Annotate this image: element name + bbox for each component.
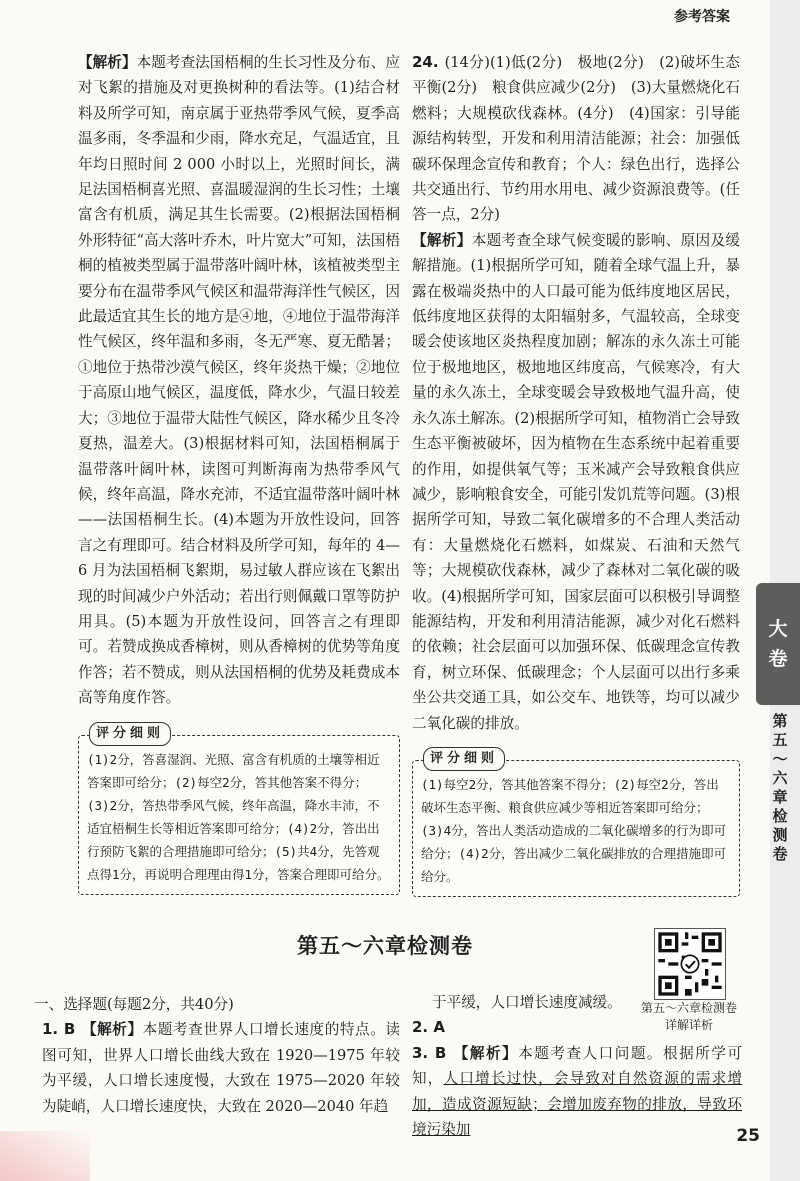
rubric-box <box>412 750 740 897</box>
corner-stain <box>0 1131 90 1181</box>
analysis-paragraph <box>412 228 740 736</box>
underlined-text: 人口增长过快，会导致对自然资源的需求增加，造成资源短缺；会增加废弃物的排放，导致环境污染加 <box>412 1070 742 1139</box>
section-title: 第五～六章检测卷 <box>297 934 473 958</box>
question-number: 2. A <box>412 1018 445 1037</box>
continuation-text: 于平缓，人口增长速度减缓。 <box>432 994 622 1011</box>
side-tab <box>756 583 800 705</box>
side-tab-char: 卷 <box>768 648 788 670</box>
section-heading: 一、选择题(每题2分，共40分) <box>34 996 234 1013</box>
rubric-text: (1)2分，答喜湿润、光照、富含有机质的土壤等相近答案即可给分；(2)每空2分，答其他答案不得分；(3)2分，答热带季风气候，终年高温，降水丰沛，不适宜梧桐生长等相近答案即可给分；(4)2分，答出出行预防飞絮的合理措施即可给分；(5)共4分，先答观点得1分，再说明合理理由得1分，答案合理即可给分。 <box>87 751 390 882</box>
question-number: 24. <box>412 53 439 71</box>
analysis-tag: 【解析】 <box>81 1021 143 1039</box>
analysis-tag: 【解析】 <box>452 1044 519 1062</box>
qr-caption-line: 第五～六章检测卷 <box>640 1001 737 1015</box>
answer-paragraph <box>412 50 740 228</box>
bottom-left-column <box>34 992 400 1119</box>
side-tab-char: 大 <box>768 618 788 640</box>
answer-text: (14分)(1)低(2分) 极地(2分) (2)破坏生态平衡(2分) 粮食供应减少(2分) (3)大量燃烧化石燃料；大规模砍伐森林。(4分) (4)国家：引导能源结构转型，开发和利用清洁能源；社会：加强低碳环保理念宣传和教育；个人：绿色出行，选择公共交通出行、节约用水用电、减少资源浪费等。(任答一点，2分) <box>412 54 740 224</box>
qr-caption-line: 详解详析 <box>664 1018 713 1032</box>
header-title: 参考答案 <box>674 9 730 25</box>
bottom-right-column <box>412 990 752 1142</box>
analysis-tag: 【解析】 <box>78 54 137 71</box>
question-1 <box>34 1017 400 1119</box>
analysis-text: 本题考查人口问题。根据所学可知， <box>412 1044 742 1088</box>
question-2 <box>412 1015 752 1040</box>
analysis-tag: 【解析】 <box>412 231 472 249</box>
side-chapter-label: 第五～六章检测卷 <box>772 712 788 863</box>
rubric-title: 评分细则 <box>423 747 505 771</box>
analysis-text: 本题考查世界人口增长速度的特点。读图可知，世界人口增长曲线大致在 1920—1975 年较为平缓，人口增长速度慢，大致在 1975—2020 年较为陡峭，人口增长速度快，大致在 2020—2040 年趋 <box>42 1021 400 1115</box>
rubric-text: (1)每空2分，答其他答案不得分；(2)每空2分，答出破坏生态平衡、粮食供应减少等相近答案即可给分；(3)4分，答出人类活动造成的二氧化碳增多的行为即可给分；(4)2分，答出减少二氧化碳排放的合理措施即可给分。 <box>421 776 727 884</box>
rubric-title: 评分细则 <box>89 722 171 746</box>
right-column <box>412 50 740 897</box>
question-number: 3. B <box>412 1043 447 1062</box>
analysis-text: 本题考查全球气候变暖的影响、原因及缓解措施。(1)根据所学可知，随着全球气温上升，暴露在极端炎热中的人口最可能为低纬度地区居民，低纬度地区获得的太阳辐射多，气温较高，全球变暖会使该地区炎热程度加剧；解冻的永久冻土可能位于极地地区，极地地区纬度高，气候寒冷，有大量的永久冻土，全球变暖会导致极地气温升高，使永久冻土解冻。(2)根据所学可知，植物消亡会导致生态平衡被破坏，因为植物在生态系统中起着重要的作用，如提供氧气等；玉米减产会导致粮食供应减少，影响粮食安全，可能引发饥荒等问题。(3)根据所学可知，导致二氧化碳增多的不合理人类活动有：大量燃烧化石燃料，如煤炭、石油和天然气等；大规模砍伐森林，减少了森林对二氧化碳的吸收。(4)根据所学可知，国家层面可以积极引导调整能源结构，开发和利用清洁能源，减少对化石燃料的依赖；社会层面可以加强环保、低碳理念宣传教育，树立环保、低碳理念；个人层面可以出行多乘坐公共交通工具，如公交车、地铁等，均可以减少二氧化碳的排放。 <box>412 231 740 732</box>
left-column <box>78 50 400 895</box>
rubric-box <box>78 725 400 895</box>
question-3 <box>412 1041 742 1143</box>
analysis-paragraph <box>78 50 400 711</box>
question-number: 1. B <box>42 1020 76 1039</box>
page-number: 25 <box>736 1126 760 1146</box>
analysis-text: 本题考查法国梧桐的生长习性及分布、应对飞絮的措施及对更换树种的看法等。(1)结合材料及所学可知，南京属于亚热带季风气候，夏季高温多雨，冬季温和少雨，降水充足，气温适宜，且年均日照时间 2 000 小时以上，光照时间长，满足法国梧桐喜光照、喜温暖湿润的生长习性；土壤富含有机质，满足其生长需要。(2)根据法国梧桐外形特征“高大落叶乔木，叶片宽大”可知，法国梧桐的植被类型属于温带落叶阔叶林，该植被类型主要分布在温带季风气候区和温带海洋性气候区，因此最适宜其生长的地方是④地，④地位于温带海洋性气候区，终年温和多雨，冬无严寒、夏无酷暑；①地位于热带沙漠气候区，终年炎热干燥；②地位于高原山地气候区，温度低，降水少，气温日较差大；③地位于温带大陆性气候区，降水稀少且冬冷夏热，温差大。(3)根据材料可知，法国梧桐属于温带落叶阔叶林，读图可判断海南为热带季风气候，终年高温，降水充沛，不适宜温带落叶阔叶林——法国梧桐生长。(4)本题为开放性设问，回答言之有理即可。结合材料及所学可知，每年的 4—6 月为法国梧桐飞絮期，易过敏人群应该在飞絮出现的时间减少户外活动；若出行则佩戴口罩等防护用具。(5)本题为开放性设问，回答言之有理即可。若赞成换成香樟树，则从香樟树的优势等角度作答；若不赞成，则从法国梧桐的优势及耗费成本高等角度作答。 <box>78 54 400 707</box>
